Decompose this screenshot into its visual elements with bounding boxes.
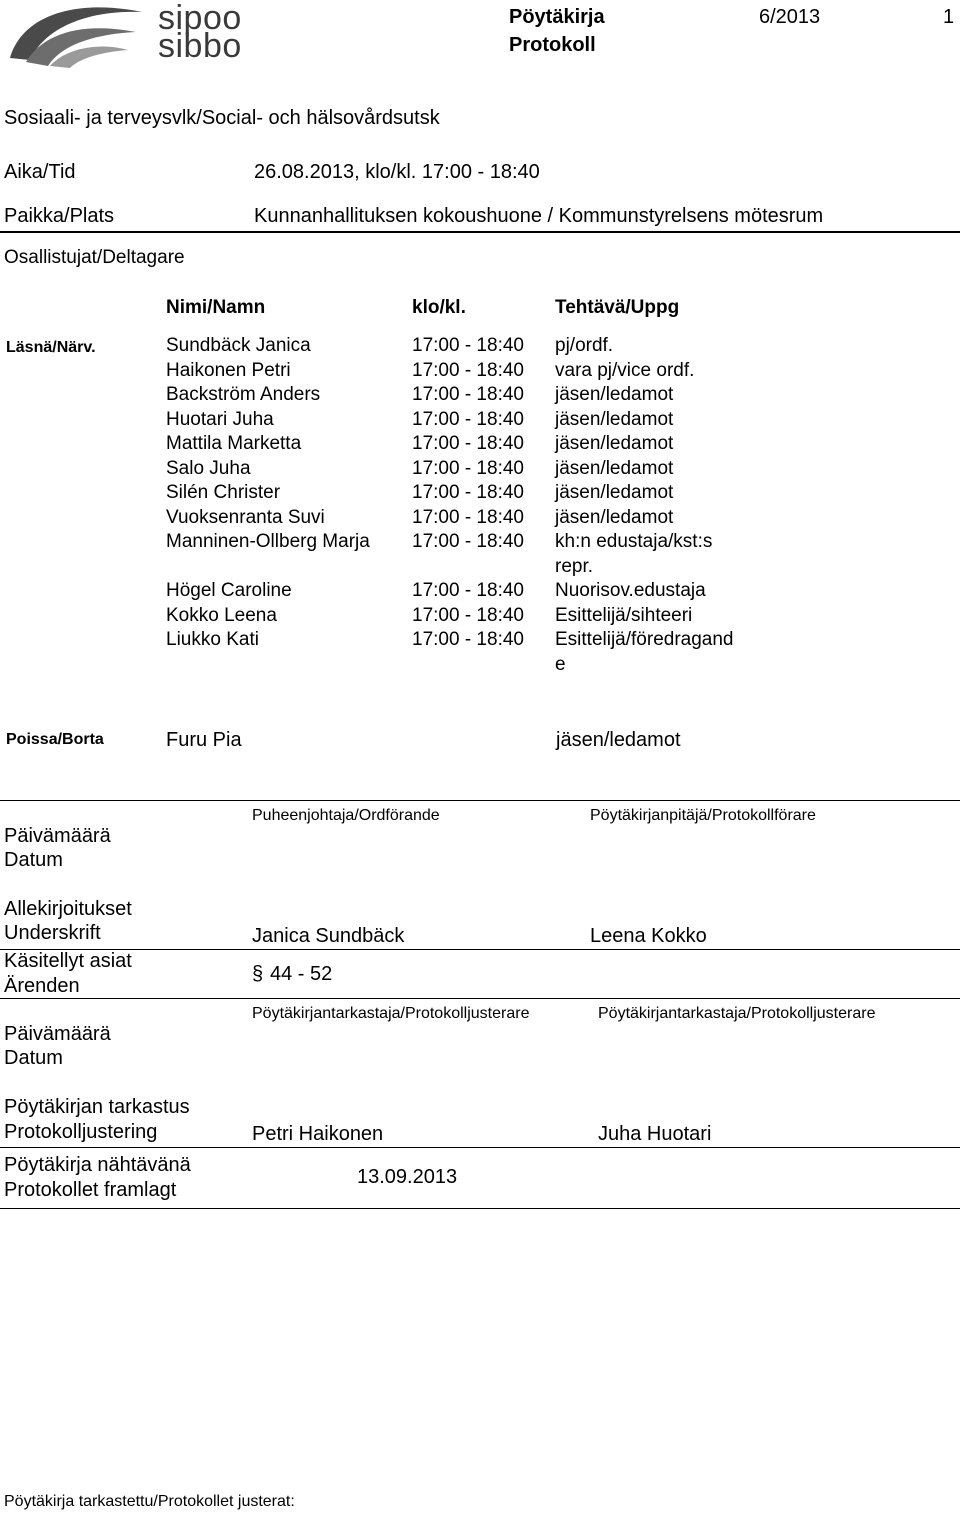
date2-label-sv: Datum xyxy=(4,1047,63,1069)
date-label-sv: Datum xyxy=(4,849,63,871)
review-label-fi: Pöytäkirjan tarkastus xyxy=(4,1096,190,1118)
participant-name: Backström Anders xyxy=(166,384,321,405)
participant-name: Sundbäck Janica xyxy=(166,335,311,356)
place-value: Kunnanhallituksen kokoushuone / Kommunstyrelsens mötesrum xyxy=(254,205,824,227)
doc-type-fi: Pöytäkirja xyxy=(509,6,605,28)
participant-time: 17:00 - 18:40 xyxy=(412,604,524,626)
absent-role: jäsen/ledamot xyxy=(556,729,681,751)
participant-role-continued: e xyxy=(555,653,566,675)
participant-role: Esittelijä/sihteeri xyxy=(555,604,693,626)
column-header-time: klo/kl. xyxy=(412,297,466,318)
participant-time: 17:00 - 18:40 xyxy=(412,457,524,479)
participant-name: Vuoksenranta Suvi xyxy=(166,506,325,528)
items-label-sv: Ärenden xyxy=(4,975,80,997)
participant-name: Salo Juha xyxy=(166,457,251,479)
participant-role-continued: repr. xyxy=(555,555,594,577)
checker-title-1: Pöytäkirjantarkastaja/Protokolljusterare xyxy=(252,1005,530,1022)
participant-name: Huotari Juha xyxy=(166,408,274,430)
review-divider xyxy=(0,1147,960,1148)
doc-number: 6/2013 xyxy=(759,6,821,28)
doc-type-sv: Protokoll xyxy=(509,34,596,56)
logo-text-sibbo: sibbo xyxy=(158,27,242,65)
column-header-role: Tehtävä/Uppg xyxy=(555,297,680,318)
time-label: Aika/Tid xyxy=(4,161,76,183)
secretary-name: Leena Kokko xyxy=(590,925,707,947)
participant-role: jäsen/ledamot xyxy=(555,482,674,503)
participant-time: 17:00 - 18:40 xyxy=(412,629,524,650)
participants-label: Osallistujat/Deltagare xyxy=(4,247,185,268)
participant-role: jäsen/ledamot xyxy=(555,433,674,454)
participant-role: vara pj/vice ordf. xyxy=(555,359,695,381)
display-divider xyxy=(0,1208,960,1209)
participant-role: jäsen/ledamot xyxy=(555,506,674,528)
participant-time: 17:00 - 18:40 xyxy=(412,531,524,552)
column-header-name: Nimi/Namn xyxy=(166,297,266,318)
signature-top-line xyxy=(0,800,960,801)
place-label: Paikka/Plats xyxy=(4,205,115,227)
participant-role: jäsen/ledamot xyxy=(555,457,674,479)
participant-role: jäsen/ledamot xyxy=(555,384,674,405)
absent-label: Poissa/Borta xyxy=(6,731,104,748)
participant-name: Kokko Leena xyxy=(166,604,277,626)
display-date: 13.09.2013 xyxy=(357,1166,458,1188)
participant-time: 17:00 - 18:40 xyxy=(412,384,524,405)
review-label-sv: Protokolljustering xyxy=(4,1121,158,1143)
participant-name: Haikonen Petri xyxy=(166,359,291,381)
items-label-fi: Käsitellyt asiat xyxy=(4,950,132,972)
participant-role: pj/ordf. xyxy=(555,335,614,356)
participant-name: Mattila Marketta xyxy=(166,433,302,454)
absent-name: Furu Pia xyxy=(166,729,242,751)
participant-time: 17:00 - 18:40 xyxy=(412,580,524,601)
participant-time: 17:00 - 18:40 xyxy=(412,482,524,503)
date-label-fi: Päivämäärä xyxy=(4,825,111,847)
sipoo-logo-icon xyxy=(4,2,146,68)
participant-time: 17:00 - 18:40 xyxy=(412,506,524,528)
signatures-divider xyxy=(0,949,960,950)
footer-checked-label: Pöytäkirja tarkastettu/Protokollet justerat: xyxy=(4,1493,295,1510)
chair-name: Janica Sundbäck xyxy=(252,925,405,947)
display-label-sv: Protokollet framlagt xyxy=(4,1179,177,1201)
signatures-label-fi: Allekirjoitukset xyxy=(4,898,132,920)
participant-time: 17:00 - 18:40 xyxy=(412,408,524,430)
meta-divider xyxy=(0,231,960,233)
time-value: 26.08.2013, klo/kl. 17:00 - 18:40 xyxy=(254,161,540,183)
participant-name: Manninen-Ollberg Marja xyxy=(166,531,370,552)
participant-name: Liukko Kati xyxy=(166,629,259,650)
present-label: Läsnä/Närv. xyxy=(6,339,96,356)
participant-role: Nuorisov.edustaja xyxy=(555,580,706,601)
display-label-fi: Pöytäkirja nähtävänä xyxy=(4,1154,191,1176)
checker1-name: Petri Haikonen xyxy=(252,1123,384,1145)
participant-name: Silén Christer xyxy=(166,482,281,503)
participant-time: 17:00 - 18:40 xyxy=(412,433,524,454)
logo-wordmark xyxy=(158,0,242,65)
items-divider xyxy=(0,998,960,999)
participant-time: 17:00 - 18:40 xyxy=(412,335,524,356)
signatures-label-sv: Underskrift xyxy=(4,922,101,944)
participant-role: Esittelijä/föredragand xyxy=(555,629,734,650)
page-number: 1 xyxy=(943,6,955,28)
participant-time: 17:00 - 18:40 xyxy=(412,359,524,381)
items-value: 44 - 52 xyxy=(270,963,333,985)
date2-label-fi: Päivämäärä xyxy=(4,1023,111,1045)
participant-role: jäsen/ledamot xyxy=(555,408,674,430)
participant-name: Högel Caroline xyxy=(166,580,292,601)
participant-role: kh:n edustaja/kst:s xyxy=(555,531,713,552)
secretary-title: Pöytäkirjanpitäjä/Protokollförare xyxy=(590,807,816,824)
chair-title: Puheenjohtaja/Ordförande xyxy=(252,807,440,824)
checker2-name: Juha Huotari xyxy=(598,1123,712,1145)
section-sign: § xyxy=(252,963,264,985)
checker-title-2: Pöytäkirjantarkastaja/Protokolljusterare xyxy=(598,1005,876,1022)
logo-text-sipoo: sipoo xyxy=(158,0,242,37)
committee-name: Sosiaali- ja terveysvlk/Social- och hälsovårdsutsk xyxy=(4,107,440,129)
